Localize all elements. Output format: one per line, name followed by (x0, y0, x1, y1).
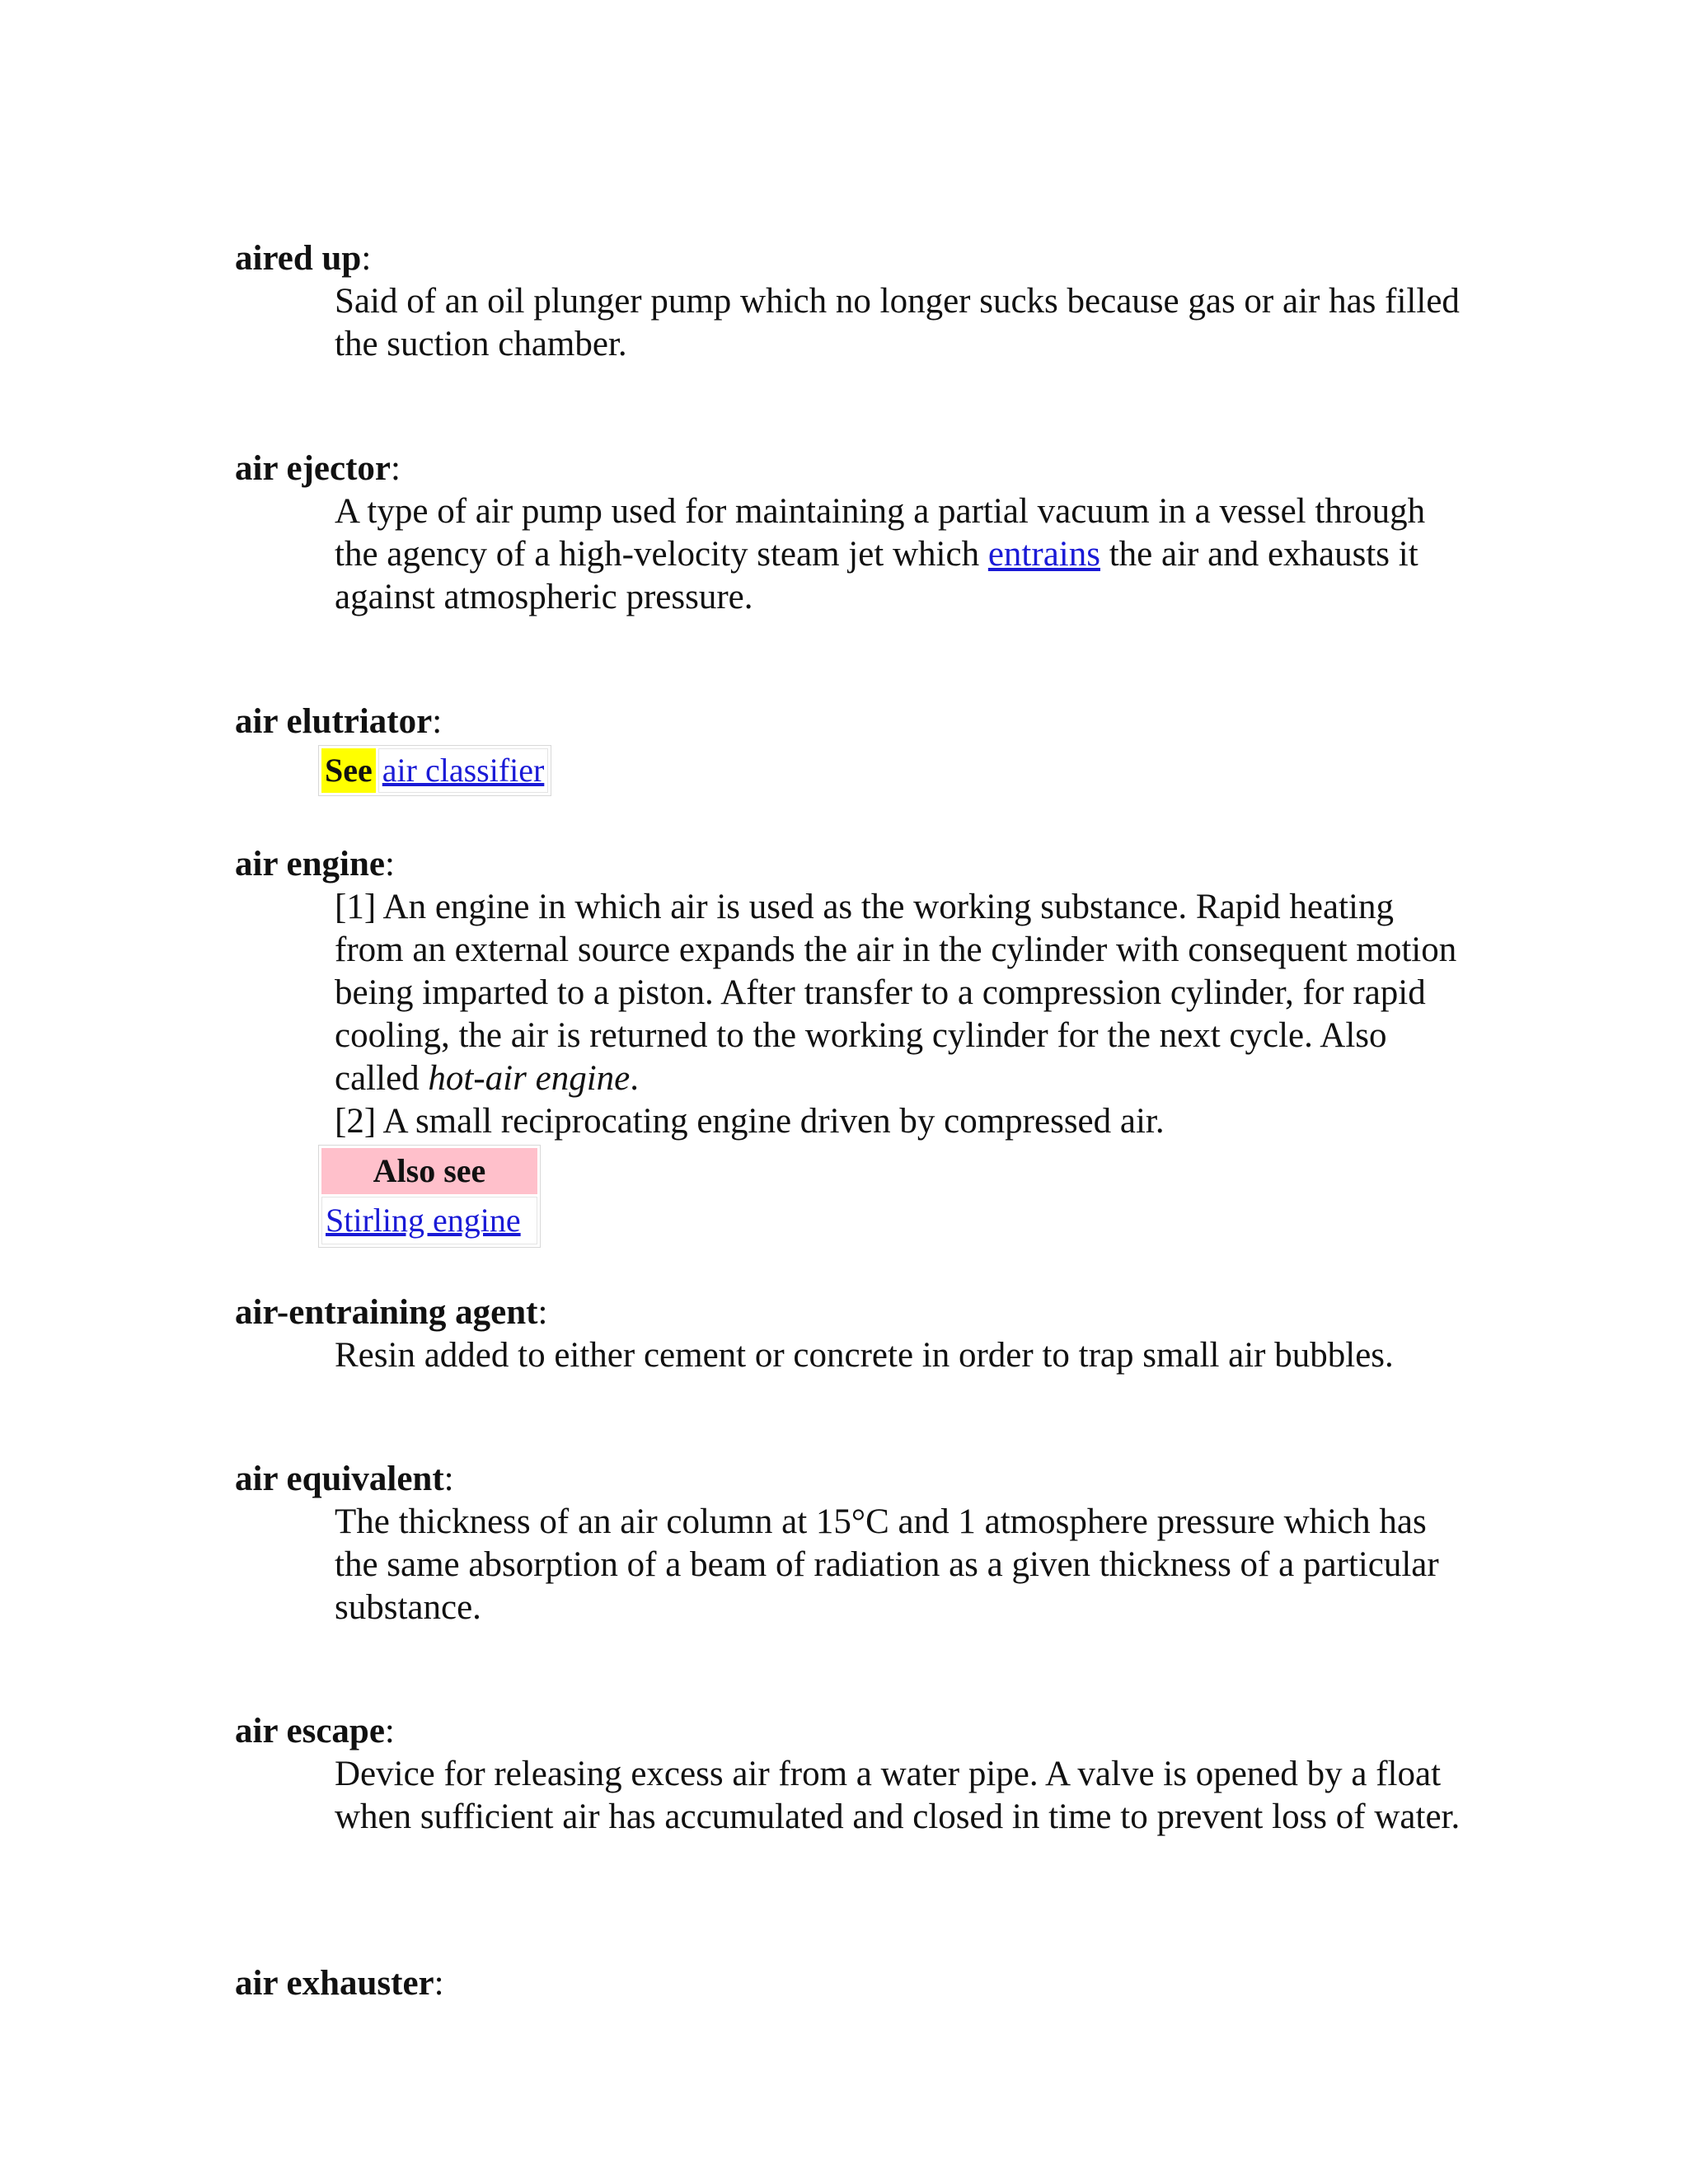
see-reference-table (318, 745, 551, 796)
entry-term: air ejector (235, 449, 391, 488)
sense-1-text: [1] An engine in which air is used as the working substance. Rapid heating from an external source expands the air in the cylinder with consequent motion being imparted to a piston. After transfer to a compression cylinder, for rapid cooling, the air is returned to the working cylinder for the next cycle. Also called (335, 888, 1457, 1098)
air-classifier-link[interactable]: air classifier (382, 752, 545, 789)
alternate-name: hot-air engine (428, 1059, 631, 1098)
definition-text: Said of an oil plunger pump which no longer sucks because gas or air has filled the suction chamber. (335, 282, 1460, 363)
entry-term-line (235, 448, 1471, 490)
definition-text: Resin added to either cement or concrete in order to trap small air bubbles. (335, 1336, 1394, 1375)
glossary-entry (235, 1710, 1471, 1839)
definition-text: Device for releasing excess air from a water pipe. A valve is opened by a float when sufficient air has accumulated and closed in time to prevent loss of water. (335, 1755, 1461, 1836)
glossary-entry (235, 1458, 1471, 1629)
glossary-entry (235, 843, 1471, 1248)
glossary-entry (235, 448, 1471, 619)
glossary-entry (235, 701, 1471, 796)
entry-term-line (235, 1458, 1471, 1501)
entry-term: air exhauster (235, 1964, 434, 2003)
entry-definition (335, 886, 1464, 1143)
term-colon: : (537, 1293, 548, 1332)
entry-term-line (235, 701, 1471, 743)
entry-term: air equivalent (235, 1460, 444, 1498)
entry-term: air elutriator (235, 702, 433, 741)
sense-1-end: . (630, 1059, 639, 1098)
entry-term: air-entraining agent (235, 1293, 538, 1332)
also-see-link-cell (321, 1197, 537, 1244)
definition-text-before-link: A type of air pump used for maintaining a partial vacuum in a vessel through the agency of a high-velocity steam jet which (335, 492, 1426, 574)
entry-definition (335, 1334, 1464, 1377)
entrains-link[interactable]: entrains (987, 535, 1100, 574)
term-colon: : (384, 1712, 395, 1750)
stirling-engine-link[interactable]: Stirling engine (326, 1202, 521, 1239)
entry-term: aired up (235, 239, 362, 278)
entry-term: air engine (235, 845, 385, 883)
definition-text (335, 490, 1464, 619)
term-colon: : (434, 1964, 444, 2003)
see-link-cell (378, 748, 549, 793)
also-see-table (318, 1145, 541, 1248)
glossary-entry (235, 237, 1471, 366)
definition-sense-1 (335, 886, 1464, 1100)
entry-definition (335, 280, 1464, 366)
term-colon: : (391, 449, 401, 488)
definition-sense-2: [2] A small reciprocating engine driven by compressed air. (335, 1102, 1165, 1141)
also-see-header: Also see (321, 1148, 537, 1194)
entry-term-line (235, 1962, 1471, 2005)
definition-text: The thickness of an air column at 15°C and 1 atmosphere pressure which has the same absorption of a beam of radiation as a given thickness of a particular substance. (335, 1502, 1439, 1627)
entry-term-line (235, 1710, 1471, 1753)
term-colon: : (432, 702, 443, 741)
entry-term: air escape (235, 1712, 385, 1750)
entry-term-line (235, 1291, 1471, 1334)
definition-text-after-link: the air and exhausts it against atmospheric pressure. (335, 535, 1418, 616)
entry-definition (335, 490, 1464, 619)
term-colon: : (361, 239, 372, 278)
term-colon: : (384, 845, 395, 883)
entry-definition (335, 1753, 1464, 1839)
entry-definition (335, 1501, 1464, 1629)
term-colon: : (443, 1460, 454, 1498)
entry-term-line (235, 237, 1471, 280)
glossary-entry (235, 1962, 1471, 2005)
glossary-entry (235, 1291, 1471, 1377)
see-label: See (321, 748, 376, 793)
entry-term-line (235, 843, 1471, 886)
